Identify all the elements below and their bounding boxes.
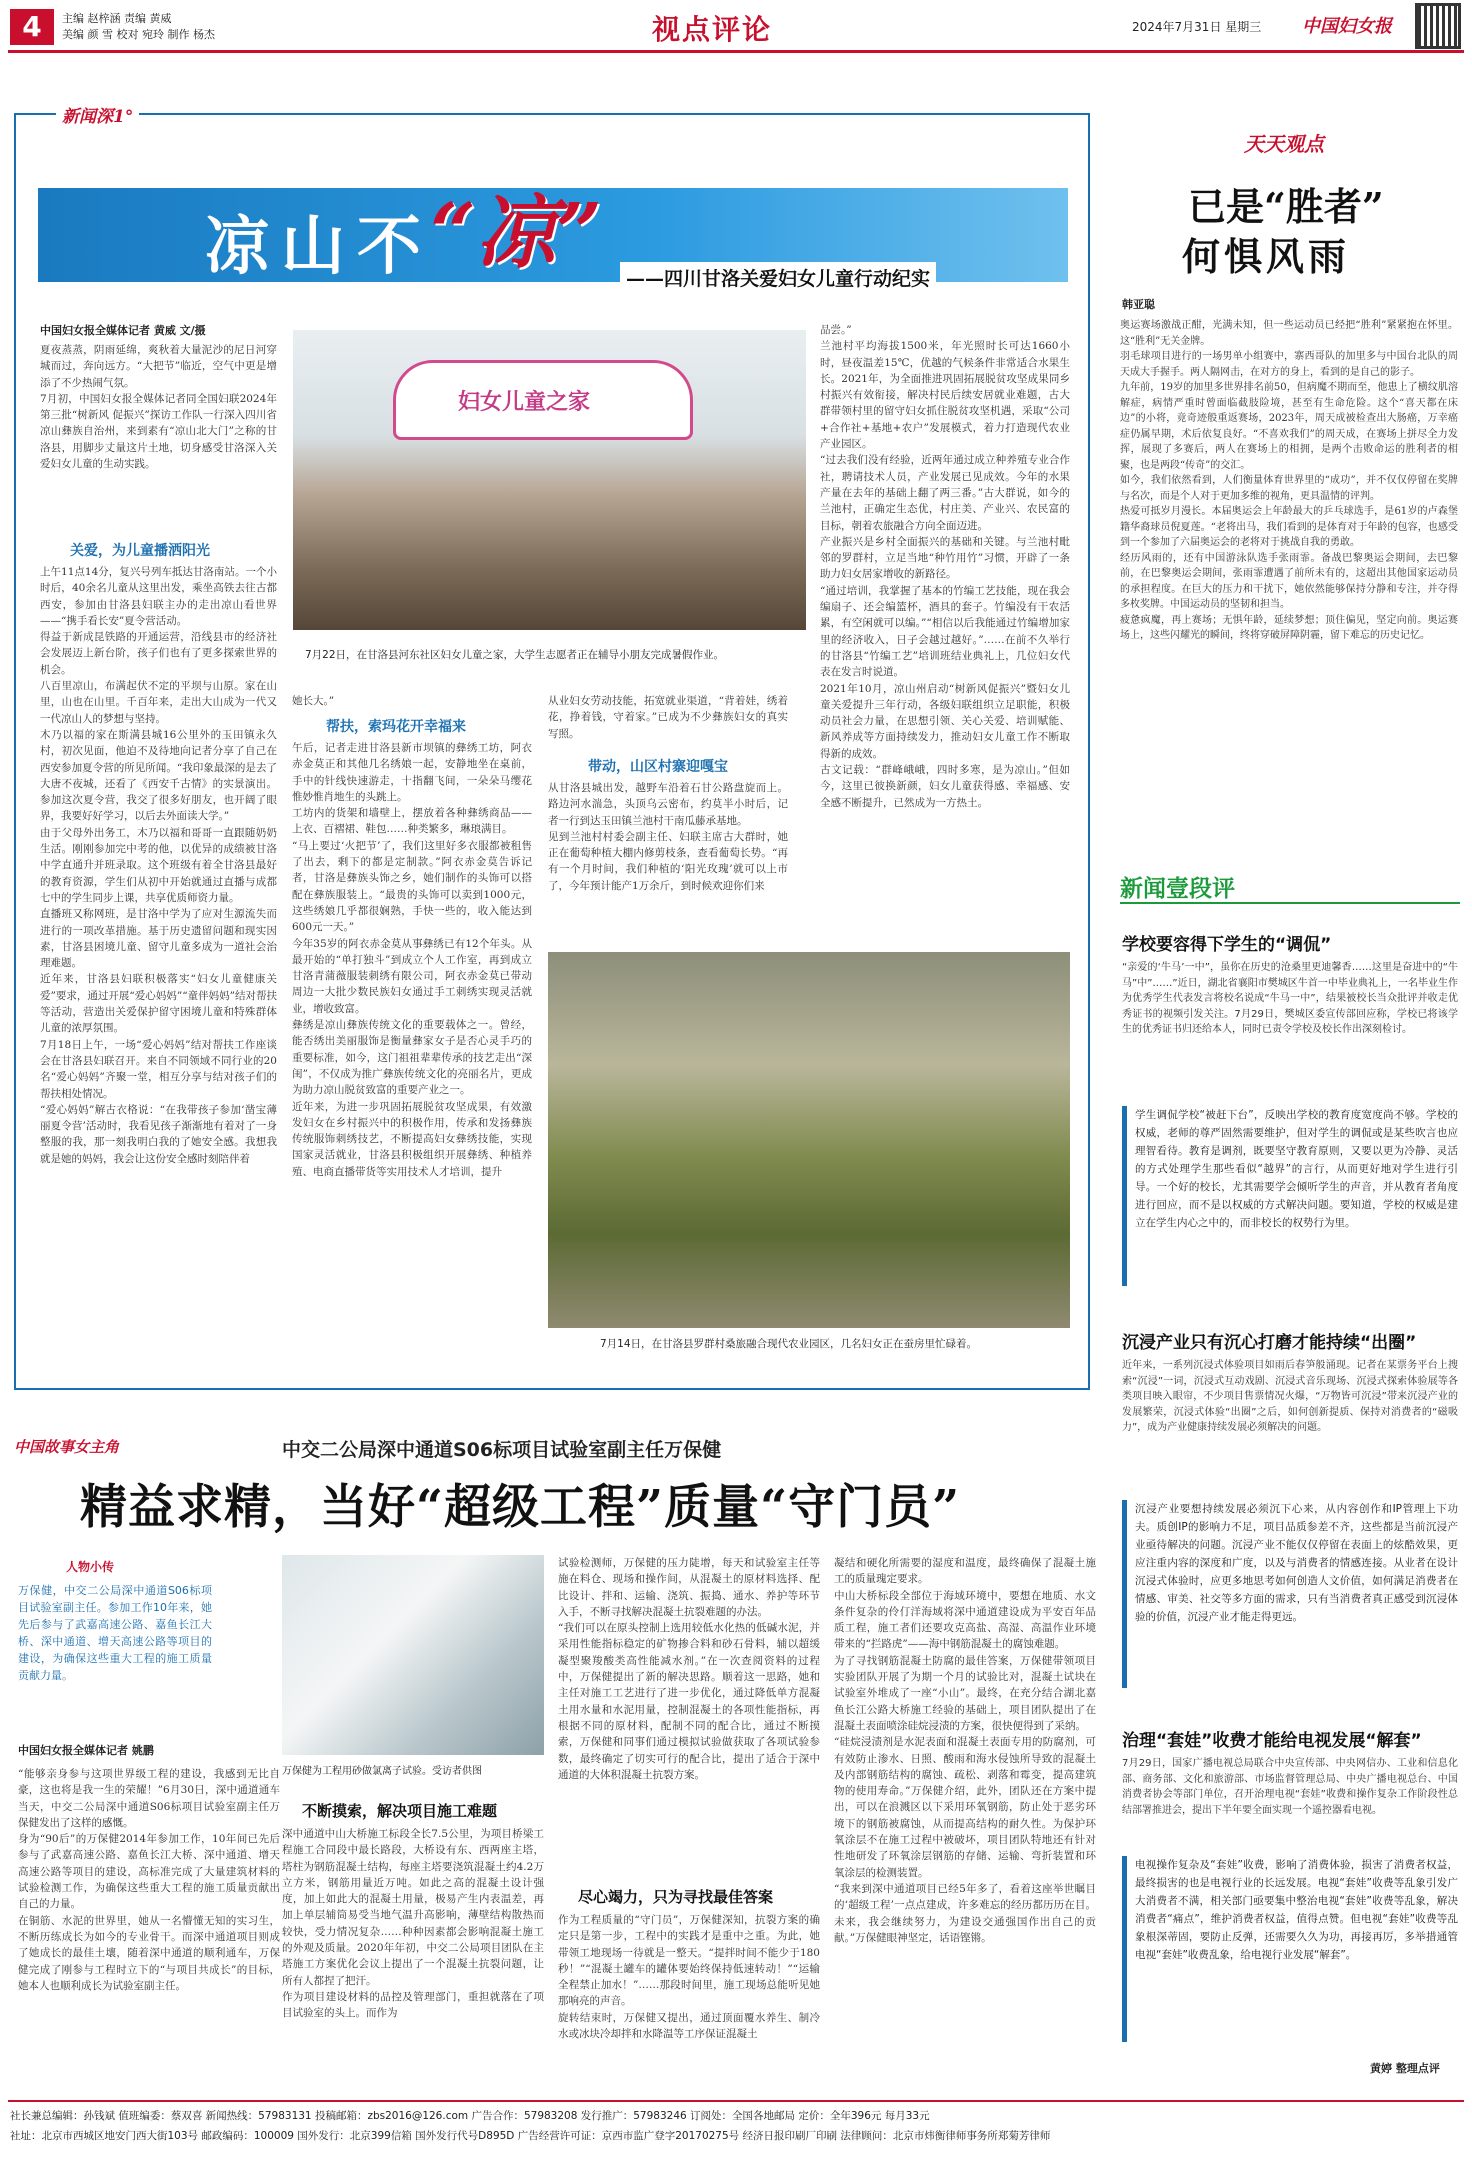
- sidebar-headline-1: 已是“胜者”: [1188, 184, 1384, 229]
- feature-col1-body: 上午11点14分，复兴号列车抵达甘洛南站。一个小时后，40余名儿童从这里出发，乘坐高铁去往古都西安，参加由甘洛县妇联主办的走出凉山看世界——“携手看长安”夏令营活动。 得益于新成昆铁路的开通运营，沿线县市的经济社会发展迈上新台阶，孩子们也有了更多探索世界的机会。 八百里凉山，布满起伏不定的平坝与山原。家在山里，山也在山里。千百年来，走出大山成为一代又一代凉山人的梦想与坚持。 木乃以福的家在斯满县城16公里外的玉田镇永久村，初次见面，他迫不及待地向记者分享了自己在西安参加夏令营的所见所闻。“我印象最深的是去了大唐不夜城，还看了《西安千古情》的实景演出。参加这次夏令营，我交了很多好朋友，也开阔了眼界，我要好好学习，以后去外面读大学。” 由于父母外出务工，木乃以福和哥哥一直跟随奶奶生活。刚刚参加完中考的他，以优异的成绩被甘洛中学直通升并班录取。这个班级有着全甘洛县最好的教育资源，学生们从初中开始就通过直播与成都七中的学生同步上课，共享优质师资力量。 直播班又称网班，是甘洛中学为了应对生源流失而进行的一项改革措施。基于历史遗留问题和现实因素，甘洛县困境儿童、留守儿童多成为一道社会治理难题。 近年来，甘洛县妇联积极落实“妇女儿童健康关爱”要求，通过开展“爱心妈妈”“童伴妈妈”结对帮扶等活动，营造出关爱保护留守困境儿童和特殊群体儿童的浓厚氛围。 7月18日上午，一场“爱心妈妈”结对帮扶工作座谈会在甘洛县妇联召开。来自不同领域不同行业的20名“爱心妈妈”齐聚一堂，相互分享与结对孩子们的帮扶相处情况。 “爱心妈妈”解古衣格说：“在我带孩子参加‘凿宝薄丽夏令营’活动时，我看见孩子渐渐地有着对了一身整服的我，那一刻我明白我的了她安全感。我想我就是她的妈妈，我会让这份安全感时刻陪伴着: [40, 566, 277, 1165]
- feature-col2-top: 她长大。”: [292, 695, 335, 707]
- feature-subhead-1-text: 关爱，为儿童播洒阳光: [70, 543, 210, 559]
- commentary-header-rule: [1120, 902, 1460, 904]
- story2-subhead-2: 尽心竭力，只为寻找最佳答案: [578, 1888, 774, 1906]
- bio-label: 人物小传: [66, 1560, 115, 1574]
- feature-headline-quote: “凉”: [430, 185, 603, 279]
- story2-column-label: 中国故事女主角: [14, 1438, 120, 1456]
- photo-children-homework: [293, 330, 806, 630]
- story2-col3-top: 试验检测师，万保健的压力陡增，每天和试验室主任等施在料仓、现场和操作间，从混凝土的原材料选择、配比设计、拌和、运输、浇筑、振捣、通水、养护等环节入手，不断寻找解决混凝土抗裂难题的办法。 “我们可以在原头控制上选用较低水化热的低碱水泥，并采用性能指标稳定的矿物掺合料和砂石骨料，辅以超缓凝型聚羧酸类高性能减水剂。”在一次查阅资料的过程中，万保健提出了新的解决思路。顺着这一思路，她和主任对施工工艺进行了进一步优化，通过降低单方混凝土用水量和水泥用量，控制混凝土的各项性能指标，再根据不同的原材料，配制不同的配合比，通过不断摸索，万保健和同事们通过模拟试验做获取了各项试验参数，最终确定了切实可行的配合比，提出了适合于深中通道的大体积混凝土抗裂方案。: [558, 1557, 820, 1781]
- commentary-1-comment: 学生调侃学校“被赶下台”，反映出学校的教育度宽度尚不够。学校的权威，老师的尊严固然需要维护，但对学生的调侃或是某些吹言也应理智看待。教育是调剂，既要坚守教育原则，又要以更为冷静、灵活的方式处理学生那些看似“越界”的言行，从而更好地对学生进行引导。一个好的校长，尤其需要学会倾听学生的声音，并从教育者角度进行回应，而不是以权威的方式解决问题。要知道，学校的权威是建立在学生内心之中的，而非校长的权势行为里。: [1122, 1106, 1458, 1286]
- commentary-2-title: 沉浸产业只有沉心打磨才能持续“出圈”: [1122, 1333, 1417, 1353]
- story2-subhead-1: 不断摸索，解决项目施工难题: [302, 1802, 498, 1820]
- story2-col2: 深中通道中山大桥施工标段全长7.5公里，为项目桥梁工程施工合同段中最长路段，大桥设有东、西两座主塔，塔柱为钢筋混凝土结构，每座主塔要浇筑混凝土约4.2万立方米，钢筋用量近万吨。如此之高的混凝土设计强度，加上如此大的混凝土用量，极易产生内表温差，再加上单层辅筒易受当地气温升高影响，薄壁结构散热而较快，受力情况复杂……种种因素都会影响混凝土施工的外观及质量。2020年年初，中交二公局项目团队在主塔施工方案优化会议上提出了一个混凝土抗裂问题，让所有人都捏了把汗。 作为项目建设材料的品控及管理部门，重担就落在了项目试验室的头上。而作为: [282, 1828, 544, 2020]
- sidebar-headline-2: 何惧风雨: [1182, 234, 1351, 279]
- page-number: 4: [10, 9, 54, 45]
- commentary-header: 新闻壹段评: [1120, 876, 1235, 902]
- feature-subhead-3: [588, 756, 728, 776]
- feature-byline: 中国妇女报全媒体记者 黄威 文/摄: [40, 324, 206, 337]
- commentary-2-body: 近年来，一系列沉浸式体验项目如雨后春笋般涌现。记者在某票务平台上搜索“沉浸”一词，沉浸式互动戏剧、沉浸式音乐现场、沉浸式探索体验展等各类项目映入眼帘，不少项目售票情况火爆，“万物皆可沉浸”带来沉浸产业的发展繁荣，沉浸式体验“出圈”之后，如何创新提质、保持对消费者的“磁吸力”，成为产业健康持续发展必须解决的问题。: [1122, 1360, 1458, 1433]
- sidebar-compiler: 黄婷 整理点评: [1370, 2062, 1440, 2075]
- feature-subhead-3-text: 带动，山区村寨迎嘎宝: [588, 759, 728, 775]
- footer-rule: [8, 2100, 1464, 2102]
- commentary-2-comment: 沉浸产业要想持续发展必须沉下心来，从内容创作和IP管理上下功夫。质创IP的影响力不足，项目品质参差不齐，这些都是当前沉浸产业亟待解决的问题。沉浸产业不能仅仅停留在表面上的炫酷效果，更应注重内容的深度和广度，以及与消费者的情感连接。从业者在设计沉浸式体验时，应更多地思考如何创造人文价值，如何满足消费者在情感、审美、社交等多方面的需求，只有当消费者真正感受到沉浸体验的价值，沉浸产业才能走得更远。: [1122, 1500, 1458, 1688]
- feature-column-label: 新闻深1°: [56, 102, 139, 127]
- story2-col4: 凝结和硬化所需要的湿度和温度，最终确保了混凝土施工的质量瑰定要求。 中山大桥标段全部位于海域环境中，要想在地质、水文条件复杂的伶仃洋海域将深中通道建设成为平安百年品质工程，施工者们还要攻克高盐、高湿、高温作业环境带来的“拦路虎”——海中钢筋混凝土的腐蚀难题。 为了寻找钢筋混凝土防腐的最佳答案，万保健带领项目实验团队开展了为期一个月的试验比对，混凝土试块在试验室外堆成了一座“小山”。最终，在充分结合湖北嘉鱼长江公路大桥施工经验的基础上，项目团队提出了在混凝土表面喷涂硅烷浸渍的方案，很快便得到了采纳。 “硅烷浸渍剂是水泥表面和混凝土表面专用的防腐剂，可有效防止渗水、日照、酸雨和海水侵蚀所导致的混凝土及内部钢筋结构的腐蚀、疏松、剥落和霉变，提高建筑物的使用寿命。”万保健介绍，此外，团队还在方案中提出，可以在浪溅区以下采用环氧钢筋，防止处于恶劣环境下的钢筋被腐蚀，从而提高结构的耐久性。为保护环氧涂层不在施工过程中被破坏，项目团队特地还有针对性地研发了环氧涂层钢筋的存储、运输、弯折装置和环氧涂层的检测装置。 “我来到深中通道项目已经5年多了，看着这座举世瞩目的‘超级工程’一点点建成，许多难忘的经历都历历在目。未来，我会继续努力，为建设交通强国作出自己的贡献。”万保健眼神坚定，话语铿锵。: [834, 1557, 1096, 1944]
- story2-kicker: 中交二公局深中通道S06标项目试验室副主任万保健: [282, 1439, 722, 1461]
- story2-col3-body: 作为工程质量的“守门员”，万保健深知，抗裂方案的确定只是第一步，工程中的实践才是重中之重。为此，她带领工地现场一待就是一整天。“提拌时间不能少于180秒！”“混凝土罐车的罐体要始终保持低速转动！”“运输全程禁止加水！”……那段时间里，施工现场总能听见她那响亮的声音。 旋转结束时，万保健又提出，通过顶面覆水养生、制冷水或冰块冷却拌和水降温等工序保证混凝土: [558, 1914, 820, 2041]
- footer-line-2: 社址：北京市西城区地安门西大街103号 邮政编码：100009 国外发行：北京399信箱 国外发行代号D895D 广告经营许可证：京西市监广登字20170275号 经济日报印刷厂印刷 法律顾问：北京市炜衡律师事务所郑菊芳律师: [10, 2130, 1051, 2142]
- photo-silkworm-room: [548, 952, 1070, 1328]
- masthead: [0, 0, 1472, 52]
- paper-logo: 中国妇女报: [1302, 16, 1392, 37]
- issue-date: 2024年7月31日 星期三: [1132, 20, 1262, 34]
- feature-headline: 凉山不: [205, 209, 433, 284]
- photo3-caption: 万保健为工程用砂做氯离子试验。受访者供图: [282, 1766, 482, 1777]
- photo1-caption: 7月22日，在甘洛县河东社区妇女儿童之家，大学生志愿者正在辅导小朋友完成暑假作业。: [305, 649, 725, 661]
- commentary-1-body: “亲爱的‘牛马’一中”，虽你在历史的沧桑里更迪馨香……这里是奋进中的“牛马”中”……”近日，湖北省襄阳市樊城区牛首一中毕业典礼上，一名毕业生作为优秀学生代表发言将校名说成“牛马一中”，结果被校长当众批评并收走优秀证书的视频引发关注。7月29日，樊城区委宣传部回应称，学校已将该学生的优秀证书归还给本人，同时已责令学校及校长作出深刻检讨。: [1122, 962, 1458, 1035]
- story2-headline: 精益求精，当好“超级工程”质量“守门员”: [80, 1480, 961, 1535]
- sidebar-author: 韩亚聪: [1122, 298, 1155, 311]
- sidebar-column-label: 天天观点: [1244, 132, 1324, 156]
- commentary-3-body: 7月29日，国家广播电视总局联合中央宣传部、中央网信办、工业和信息化部、商务部、文化和旅游部、市场监督管理总局、中央广播电视总台、中国消费者协会等部门单位，召开治理电视“套娃”收费和操作复杂工作阶段性总结部署推进会，提出下半年要全面实现一个遥控器看电视。: [1122, 1758, 1458, 1816]
- editors-line-2: 美编 颜 雪 校对 宛玲 制作 杨杰: [62, 28, 215, 41]
- commentary-3-title: 治理“套娃”收费才能给电视发展“解套”: [1122, 1731, 1422, 1751]
- feature-col1-intro: 夏夜蒸蒸，阴雨延绵，爽秋着大量泥沙的尼日河穿城而过，奔向远方。“大把节”临近，空气中更是增添了不少热闹气氛。 7月初，中国妇女报全媒体记者同全国妇联2024年第三批“树新风 促振兴”探访工作队一行深入四川省凉山彝族自治州，来到素有“凉山北大门”之称的甘洛县，用脚步丈量这片土地，切身感受甘洛深入关爱妇女儿童的生动实践。: [40, 344, 277, 471]
- story2-byline: 中国妇女报全媒体记者 姚鹏: [18, 1744, 154, 1757]
- masthead-rule: [8, 50, 1464, 53]
- photo-lab-test: [282, 1555, 544, 1755]
- qr-code-icon: [1418, 6, 1458, 46]
- story2-col1: “能够亲身参与这项世界级工程的建设，我感到无比自豪，这也将是我一生的荣耀！”6月30日，深中通道通车当天，中交二公局深中通道S06标项目试验室副主任万保健发出了这样的感慨。 身为“90后”的万保健2014年参加工作，10年间已先后参与了武嘉高速公路、嘉鱼长江大桥、深中通道、增天高速公路等项目的建设，高标准完成了大量建筑材料的试验检测工作，为确保这些重大工程的施工质量贡献出自己的力量。 在铜筋、水泥的世界里，她从一名懵懂无知的实习生，不断历练成长为如今的专业骨干。而深中通道项目则成了她成长的最佳土壤，随着深中通道的顺利通车，万保健完成了刚参与工程时立下的“与项目共成长”的目标，她本人也顺利成长为试验室副主任。: [18, 1768, 280, 1992]
- bio-text: 万保健，中交二公局深中通道S06标项目试验室副主任。参加工作10年来，她先后参与了武嘉高速公路、嘉鱼长江大桥、深中通道、增天高速公路等项目的建设，为确保这些重大工程的施工质量贡献力量。: [18, 1584, 212, 1682]
- feature-col4-body: 品尝。” 兰池村平均海拔1500米，年光照时长可达1660小时，昼夜温差15℃，优越的气候条件非常适合水果生长。2021年，为全面推进巩固拓展脱贫攻坚成果同乡村振兴有效衔接，解决村民后续安居就业难题，古大群带领村里的留守妇女抓住脱贫攻坚机遇，采取“公司+合作社+基地+农户”发展模式，着力打造现代农业产业园区。 “过去我们没有经验，近两年通过成立种养殖专业合作社，聘请技术人员，产业发展已见成效。今年的水果产量在去年的基础上翻了两三番。”古大群说，如今的兰池村，正确定生态优，村庄美、产业兴、农民富的目标，朝着农旅融合方向全面迈进。 产业振兴是乡村全面振兴的基础和关键。与兰池村毗邻的罗群村，立足当地“种竹用竹”习惯，开辟了一条助力妇女居家增收的新路径。 “通过培训，我掌握了基本的竹编工艺技能，现在我会编扇子、还会编篮杯，酒具的套子。竹编没有干农活累，有空闲就可以编。”“相信以后我能通过竹编增加家里的经济收入，日子会越过越好。”……在前不久举行的甘洛县“竹编工艺”培训班结业典礼上，几位妇女代表在发言时说道。 2021年10月，凉山州启动“树新风促振兴”暨妇女儿童关爱提升三年行动，各级妇联组织立足职能，积极动员社会力量，在思想引领、关心关爱、培训赋能、新风养成等方面持续发力，推动妇女儿童工作不断取得新的成效。 古文记载：“群峰峨峨，四时多寒，是为凉山。”但如今，这里已彼换新颜，妇女儿童获得感、幸福感、安全感不断提升，已然成为一方热土。: [820, 324, 1070, 809]
- feature-subhead-2: [326, 716, 466, 736]
- editors-line-1: 主编 赵梓涵 责编 黄威: [62, 12, 172, 25]
- footer-line-1: 社长兼总编辑：孙钱斌 值班编委：蔡双喜 新闻热线：57983131 投稿邮箱：zbs2016@126.com 广告合作：57983208 发行推广：57983246 订阅处：全国各地邮局 定价：全年396元 每月33元: [10, 2110, 930, 2122]
- feature-subtitle: ——四川甘洛关爱妇女儿童行动纪实: [620, 262, 936, 293]
- feature-subhead-2-text: 帮扶，索玛花开幸福来: [326, 719, 466, 735]
- commentary-3-comment: 电视操作复杂及“套娃”收费，影响了消费体验，损害了消费者权益，最终损害的也是电视行业的长远发展。电视“套娃”收费等乱象引发广大消费者不满，相关部门亟要集中整治电视“套娃”收费等乱象，解决消费者“痛点”，维护消费者权益，值得点赞。但电视“套娃”收费等乱象根深蒂固，要防止反弹，还需要久久为功，再接再厉，多举措通管电视“套娃”收费乱象，给电视行业发展“解套”。: [1122, 1856, 1458, 2042]
- photo1-sign-text: 妇女儿童之家: [458, 389, 591, 415]
- feature-col2-body: 午后，记者走进甘洛县新市坝镇的彝绣工坊，阿衣赤金莫正和其他几名绣娘一起，安静地坐在桌前，手中的针线快速游走，十指翻飞间，一朵朵马缨花惟妙惟肖地生的头跳上。 工坊内的货架和墙壁上，摆放着各种彝绣商品——上衣、百褶裙、鞋包……种类繁多，琳琅满目。 “马上要过‘火把节’了，我们这里好多衣服都被租售了出去，剩下的都是定制款。”阿衣赤金莫告诉记者，甘洛是彝族头饰之乡，她们制作的头饰可以搭配在彝族服装上。“最贵的头饰可以卖到1000元，这些绣娘几乎都很娴熟，手快一些的，收入能达到600元一天。” 今年35岁的阿衣赤金莫从事彝绣已有12个年头。从最开始的“单打独斗”到成立个人工作室，再到成立甘洛青蒲薇服装刺绣有限公司，阿衣赤金莫已带动周边一大批少数民族妇女通过手工刺绣实现灵活就业，增收致富。 彝绣是凉山彝族传统文化的重要载体之一。曾经，能否绣出美丽服饰是衡量彝家女子是否心灵手巧的重要标准，如今，这门祖祖辈辈传承的技艺走出“深闺”，不仅成为推广彝族传统文化的亮丽名片，更成为助力凉山脱贫致富的重要产业之一。 近年来，为进一步巩固拓展脱贫攻坚成果，有效激发妇女在乡村振兴中的积极作用，传承和发扬彝族传统服饰刺绣技艺，不断提高妇女彝绣技能，实现国家灵活就业，甘洛县积极组织开展彝绣、种植养殖、电商直播带货等实用技术人才培训，提升: [292, 742, 532, 1178]
- feature-subhead-1: [70, 540, 210, 560]
- feature-col3-body: 从甘洛县城出发，越野车沿着石甘公路盘旋而上。路边河水湍急，头顶乌云密布，约莫半小时后，记者一行到达玉田镇兰池村干南瓜藤承基地。 见到兰池村村委会副主任、妇联主席古大群时，她正在葡萄种植大棚内修剪枝条，查看葡萄长势。“再有一个月时间，我们种植的‘阳光玫瑰’就可以上市了，今年预计能产1万余斤，到时候欢迎你们来: [548, 782, 788, 892]
- feature-col3-top: 从业妇女劳动技能，拓宽就业渠道，“背着娃，绣着花，挣着钱，守着家。”已成为不少彝族妇女的真实写照。: [548, 695, 788, 740]
- sidebar-body: 奥运赛场激战正酣，光满未知，但一些运动员已经把“胜利”紧紧抱在怀里。这“胜利”无关金牌。 羽毛球项目进行的一场男单小组赛中，寨西哥队的加里多与中国台北队的周天成大手握手。两人隔网击，在对方的身上，看到的是自己的影子。 九年前，19岁的加里多世界排名前50，但病魔不期而至，他患上了横纹肌溶解症，病情严重时曾面临截肢险境，甚至有生命危险。这个“喜天都在床边”的小将，竟奇迹般重返赛场，2023年，周天成被检查出大肠癌，万幸癌症仍属早期，术后依复良好。“不喜欢我们”的周天成，在赛场上拼尽全力发挥，展现了多赛后，两人在赛场上的相拥，是两个击败命运的胜利者的相聚，也是两段“传奇”的交汇。 如今，我们依然看到，人们衡量体育世界里的“成功”，并不仅仅停留在奖牌与名次，而是个人对于更加多维的视角，更具温情的评判。 热爱可抵岁月漫长。本届奥运会上年龄最大的乒乓球选手，是61岁的卢森堡籍华裔球员倪夏莲。“老将出马，我们看到的是体育对于年龄的包容，也感受到一个参加了六届奥运会的老将对于挑战自我的勇敢。 经历风雨的，还有中国游泳队选手张雨霏。备战巴黎奥运会期间，去巴黎前，在巴黎奥运会期间，张雨霏遭遇了前所未有的，这超出其他国家运动员的承担程度。在巨大的压力和干扰下，她依然能够保持分静和专注，并夺得多枚奖牌。中国运动员的坚韧和担当。 疲惫疯魔，再上赛场；无惧年龄，延续梦想；顶住偏见，坚定向前。奥运赛场上，这些闪耀光的瞬间，终将穿破屏障阴霾，留下难忘的历史记忆。: [1120, 320, 1458, 641]
- commentary-1-title: 学校要容得下学生的“调侃”: [1122, 935, 1332, 955]
- photo2-caption: 7月14日，在甘洛县罗群村桑旅融合现代农业园区，几名妇女正在蚕房里忙碌着。: [600, 1338, 978, 1350]
- section-title: 视点评论: [652, 13, 773, 46]
